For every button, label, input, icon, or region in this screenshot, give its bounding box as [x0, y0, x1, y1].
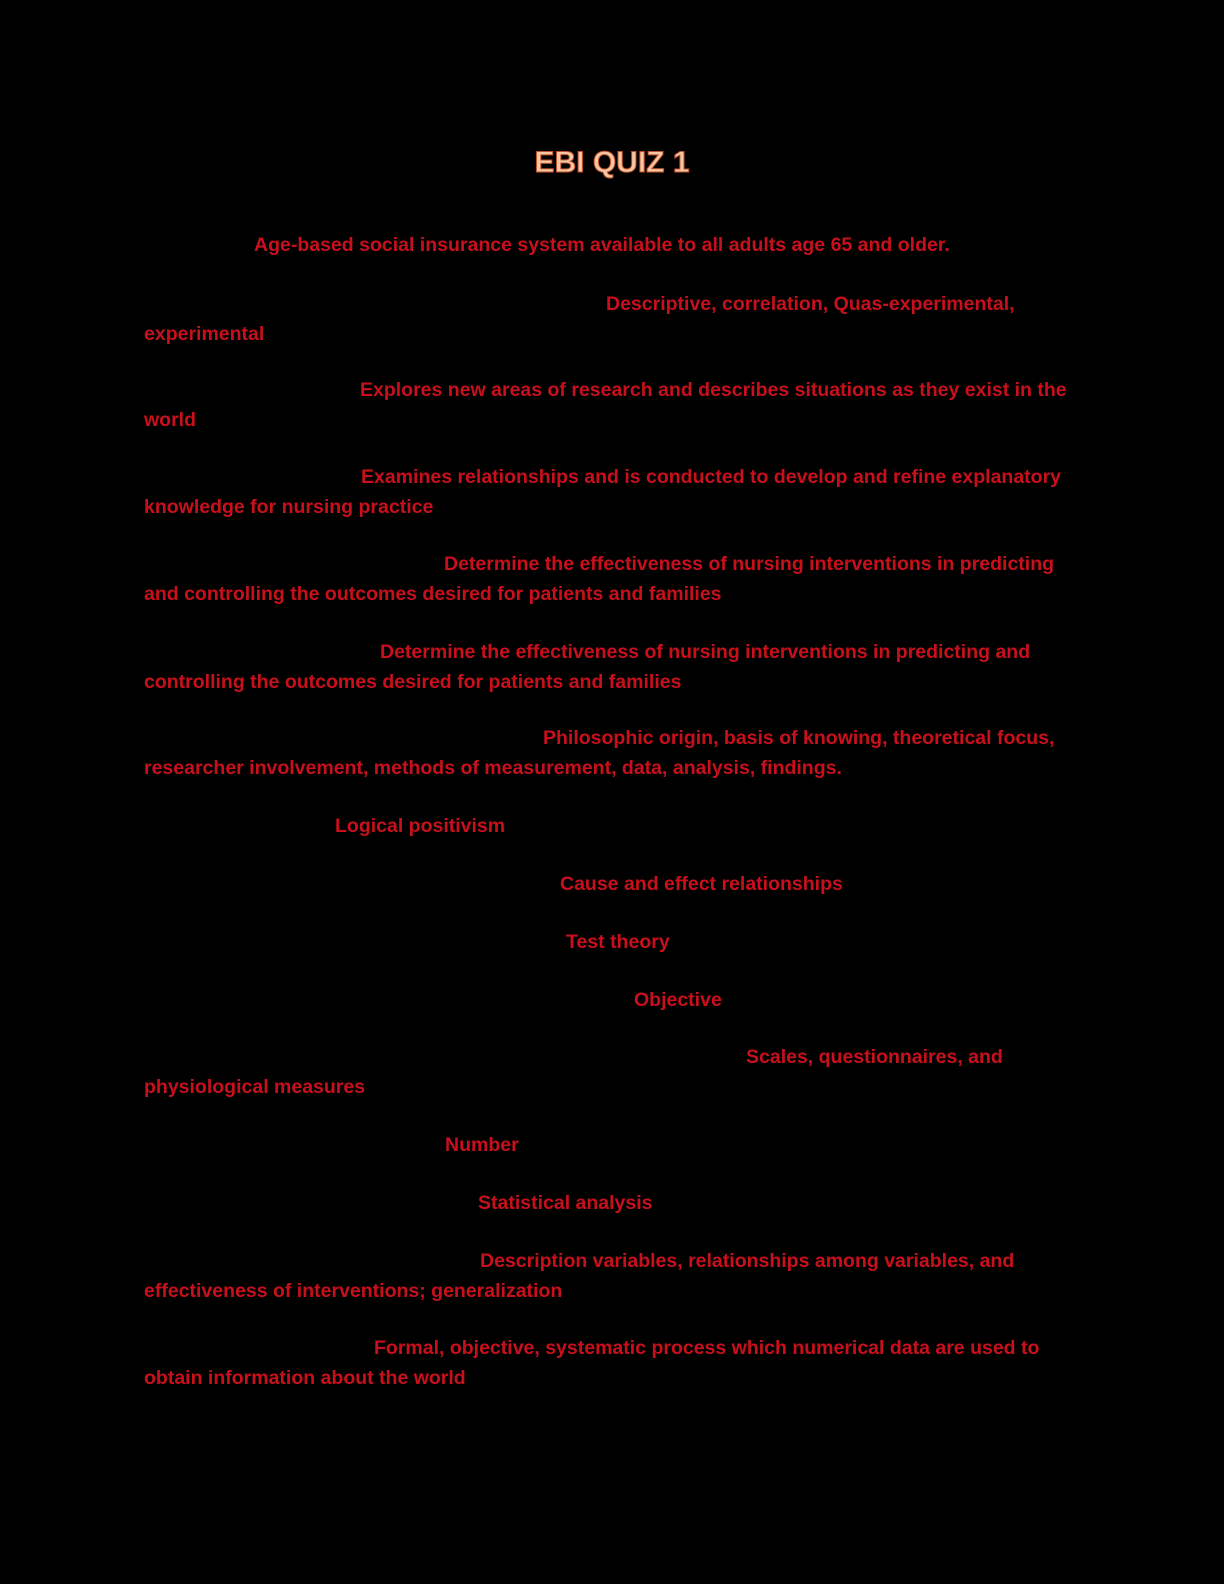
answer-entry	[144, 927, 1074, 957]
answer-entry	[144, 549, 1074, 609]
answer-entry	[144, 1042, 1074, 1102]
answer-text: Explores new areas of research and describes situations as they exist in the world	[144, 379, 1067, 431]
answer-entry	[144, 375, 1074, 435]
answer-entry	[144, 637, 1074, 697]
answer-entry	[144, 1188, 1074, 1218]
answer-text: Descriptive, correlation, Quas-experimental, experimental	[144, 293, 1015, 345]
answer-entry	[144, 985, 1074, 1015]
page-title: EBI QUIZ 1	[534, 146, 690, 179]
answer-text: Philosophic origin, basis of knowing, theoretical focus, researcher involvement, methods of measurement, data, analysis, findings.	[144, 727, 1055, 779]
answer-text: Logical positivism	[335, 815, 506, 837]
answer-entry	[144, 1246, 1074, 1306]
answer-entry	[144, 723, 1074, 783]
answer-text: Objective	[634, 989, 722, 1011]
answer-entry	[144, 1333, 1074, 1393]
answer-text: Statistical analysis	[478, 1192, 653, 1214]
answer-entry	[144, 230, 1074, 260]
answer-entry	[144, 811, 1074, 841]
answer-text: Number	[445, 1134, 519, 1156]
answer-text: Cause and effect relationships	[560, 873, 843, 895]
answer-entry	[144, 869, 1074, 899]
answer-entry	[144, 462, 1074, 522]
answer-text: Description variables, relationships among variables, and effectiveness of interventions; generalization	[144, 1250, 1015, 1302]
answer-text: Examines relationships and is conducted to develop and refine explanatory knowledge for nursing practice	[144, 466, 1062, 518]
answer-text: Formal, objective, systematic process which numerical data are used to obtain information about the world	[144, 1337, 1040, 1389]
answer-text: Determine the effectiveness of nursing interventions in predicting and controlling the outcomes desired for patients and families	[144, 641, 1031, 693]
answer-entry	[144, 1130, 1074, 1160]
answer-entry	[144, 289, 1074, 349]
answer-text: Determine the effectiveness of nursing interventions in predicting and controlling the outcomes desired for patients and families	[144, 553, 1055, 605]
answer-text: Test theory	[566, 931, 670, 953]
answer-text: Scales, questionnaires, and physiological measures	[144, 1046, 1003, 1098]
answer-text: Age-based social insurance system available to all adults age 65 and older.	[254, 234, 950, 256]
